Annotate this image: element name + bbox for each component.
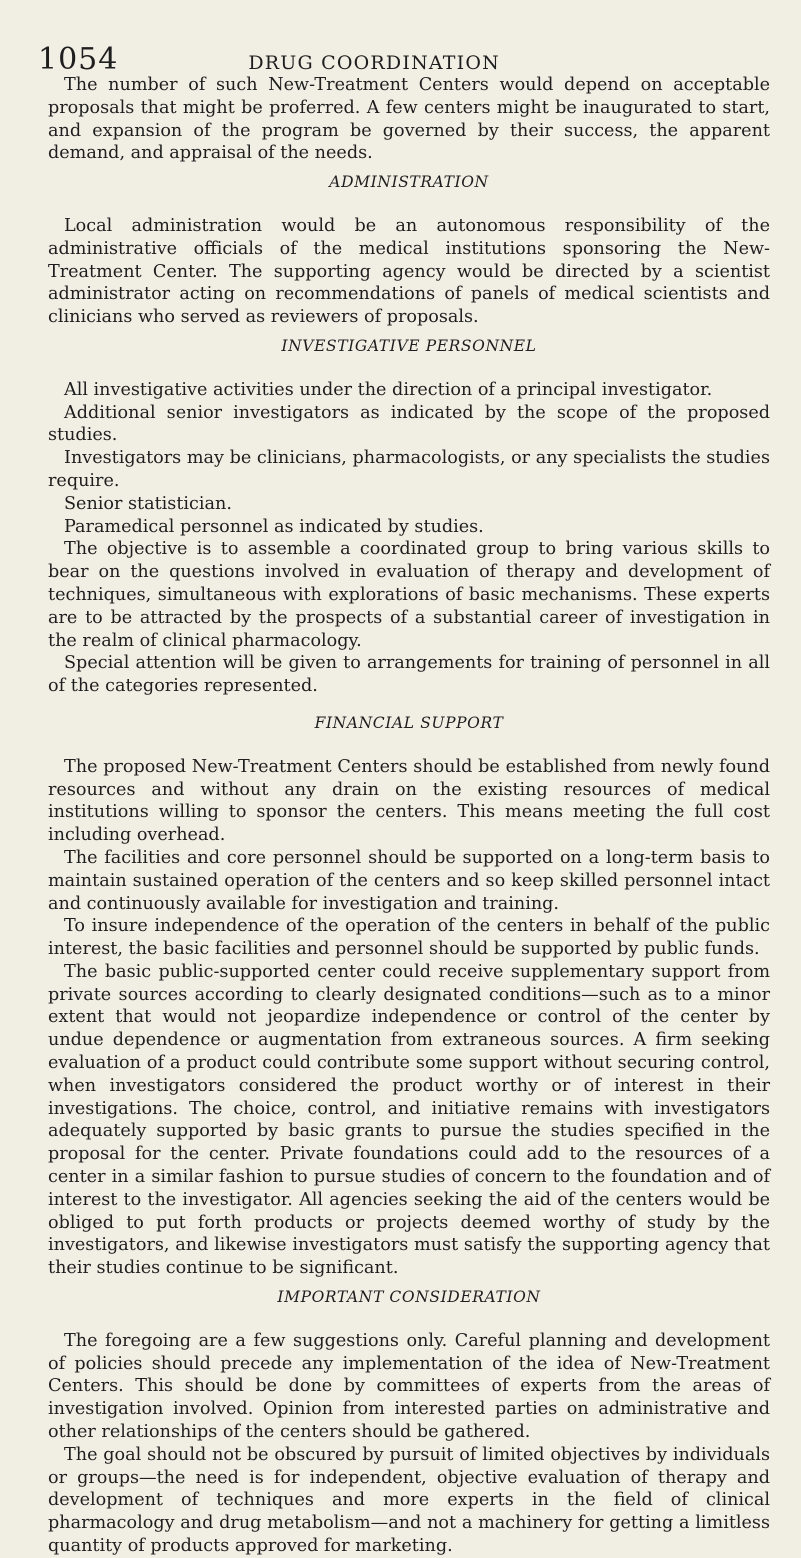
consideration-paragraph: The foregoing are a few suggestions only. Careful planning and development of policies should precede any implementation of the idea of New-Treatment Centers. This should be done by committees of experts from the areas of investigation involved. Opinion from interested parties on administrative and other relationships of the centers should be gathered.	[48, 1330, 770, 1443]
consideration-paragraph: The goal should not be obscured by pursuit of limited objectives by individuals or groups—the need is for independent, objective evaluation of therapy and development of techniques and more experts in the field of clinical pharmacology and drug metabolism—and not a machinery for getting a limitless quantity of products approved for marketing.	[48, 1444, 770, 1557]
section-administration	[48, 171, 770, 329]
section-important-consideration	[48, 1286, 770, 1558]
page-number: 1054	[38, 42, 119, 77]
section-heading-administration: ADMINISTRATION	[329, 173, 489, 192]
personnel-paragraph: Senior statistician.	[64, 493, 232, 514]
running-head: DRUG COORDINATION	[248, 52, 500, 74]
administration-paragraph: Local administration would be an autonomous responsibility of the administrative officials of the medical institutions sponsoring the New-Treatment Center. The supporting agency would be directed by a scientist administrator acting on recommendations of panels of medical scientists and clinicians who served as reviewers of proposals.	[48, 215, 770, 328]
financial-paragraph: The facilities and core personnel should be supported on a long-term basis to maintain sustained operation of the centers and so keep skilled personnel intact and continuously available for investigation and training.	[48, 847, 770, 914]
personnel-paragraph: All investigative activities under the direction of a principal investigator.	[64, 379, 713, 400]
financial-paragraph: The basic public-supported center could receive supplementary support from private sources according to clearly designated conditions—such as to a minor extent that would not jeopardize independence or control of the center by undue dependence or augmentation from extraneous sources. A firm seeking evaluation of a product could contribute some support without securing control, when investigators considered the product worthy or of interest in their investigations. The choice, control, and initiative remains with investigators adequately supported by basic grants to pursue the studies specified in the proposal for the center. Private foundations could add to the resources of a center in a similar fashion to pursue studies of concern to the foundation and of interest to the investigator. All agencies seeking the aid of the centers would be obliged to put forth products or projects deemed worthy of study by the investigators, and likewise investigators must satisfy the supporting agency that their studies continue to be significant.	[48, 961, 770, 1279]
body-text	[48, 74, 770, 1558]
personnel-paragraph: Paramedical personnel as indicated by studies.	[64, 516, 484, 537]
section-heading-important-consideration: IMPORTANT CONSIDERATION	[277, 1288, 541, 1307]
section-investigative-personnel	[48, 335, 770, 698]
page-header	[38, 42, 500, 77]
section-heading-investigative-personnel: INVESTIGATIVE PERSONNEL	[281, 336, 537, 355]
personnel-paragraph: Investigators may be clinicians, pharmacologists, or any specialists the studies require.	[48, 448, 770, 491]
intro-paragraph: The number of such New-Treatment Centers would depend on acceptable proposals that might be proferred. A few centers might be inaugurated to start, and expansion of the program be governed by their success, the apparent demand, and appraisal of the needs.	[48, 75, 770, 164]
personnel-paragraph: Additional senior investigators as indicated by the scope of the proposed studies.	[48, 402, 770, 446]
financial-paragraph: The proposed New-Treatment Centers should be established from newly found resources and without any drain on the existing resources of medical institutions willing to sponsor the centers. This means meeting the full cost including overhead.	[48, 756, 770, 846]
section-financial-support	[48, 712, 770, 1280]
personnel-paragraph: Special attention will be given to arrangements for training of personnel in all of the categories represented.	[48, 653, 770, 697]
section-heading-financial-support: FINANCIAL SUPPORT	[314, 713, 504, 732]
financial-paragraph: To insure independence of the operation of the centers in behalf of the public interest, the basic facilities and personnel should be supported by public funds.	[48, 916, 770, 960]
personnel-paragraph: The objective is to assemble a coordinated group to bring various skills to bear on the questions involved in evaluation of therapy and development of techniques, simultaneous with explorations of basic mechanisms. These experts are to be attracted by the prospects of a substantial career of investigation in the realm of clinical pharmacology.	[48, 539, 770, 651]
